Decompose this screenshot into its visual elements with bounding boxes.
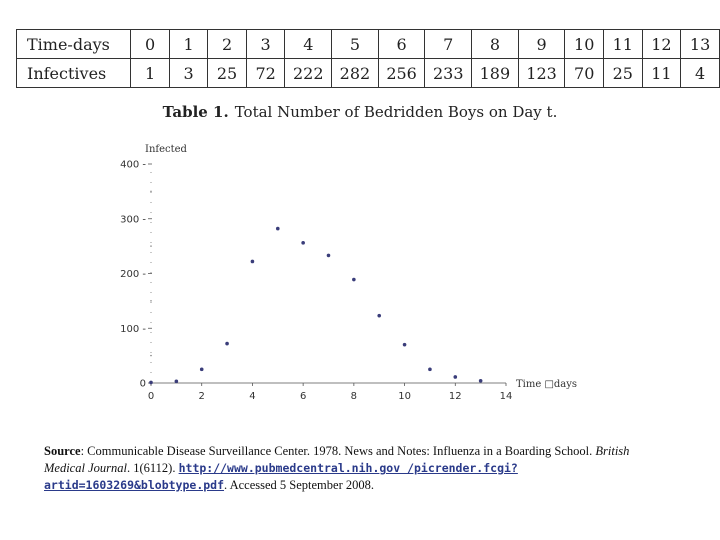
data-point bbox=[327, 254, 331, 258]
table-cell: 5 bbox=[332, 30, 379, 59]
caption-text: Total Number of Bedridden Boys on Day t. bbox=[234, 103, 558, 121]
table-row-infectives bbox=[17, 59, 720, 88]
source-text-2: . 1(6112). bbox=[126, 461, 179, 475]
table-cell: 2 bbox=[208, 30, 247, 59]
y-tick-label: 100 - bbox=[120, 323, 146, 335]
table-cell: 3 bbox=[246, 30, 285, 59]
data-point bbox=[149, 381, 153, 385]
data-point bbox=[225, 342, 229, 346]
y-tick-label: 0 bbox=[139, 378, 146, 390]
table-cell: 189 bbox=[472, 59, 519, 88]
table-cell: 11 bbox=[604, 30, 643, 59]
table-cell: 222 bbox=[285, 59, 332, 88]
scatter-chart bbox=[120, 140, 600, 410]
y-minor-tick bbox=[150, 191, 151, 192]
y-minor-tick bbox=[150, 245, 151, 246]
table-cell: 25 bbox=[604, 59, 643, 88]
table-cell: 233 bbox=[425, 59, 472, 88]
data-point bbox=[276, 227, 280, 231]
source-link[interactable]: http://www.pubmedcentral.nih.gov /picrender.fcgi?artid=1603269&blobtype.pdf bbox=[44, 461, 518, 492]
data-table bbox=[16, 29, 720, 88]
data-point bbox=[403, 343, 407, 347]
row-header-infectives: Infectives bbox=[17, 59, 131, 88]
x-tick-label: 8 bbox=[350, 391, 358, 402]
journal-name: British Medical Journal bbox=[44, 444, 630, 475]
table-cell: 6 bbox=[378, 30, 425, 59]
table-cell: 11 bbox=[642, 59, 681, 88]
y-axis-label: Infected bbox=[145, 144, 187, 155]
source-label: Source bbox=[44, 444, 81, 458]
table-cell: 0 bbox=[131, 30, 169, 59]
table-cell: 123 bbox=[518, 59, 565, 88]
table-cell: 13 bbox=[681, 30, 720, 59]
source-text-3: . Accessed 5 September 2008. bbox=[224, 478, 374, 492]
table-cell: 4 bbox=[681, 59, 720, 88]
table-cell: 8 bbox=[472, 30, 519, 59]
x-tick-label: 4 bbox=[249, 391, 256, 402]
chart-axes bbox=[120, 144, 577, 402]
table-cell: 12 bbox=[642, 30, 681, 59]
data-point bbox=[377, 314, 381, 318]
x-tick-label: 10 bbox=[398, 391, 411, 402]
row-header-time-days: Time-days bbox=[17, 30, 131, 59]
x-tick-label: 12 bbox=[448, 391, 462, 402]
x-axis-label: Time □days bbox=[516, 379, 578, 390]
data-point bbox=[251, 260, 255, 264]
table-cell: 9 bbox=[518, 30, 565, 59]
source-text-1: : Communicable Disease Surveillance Center. 1978. News and Notes: Influenza in a Boarding School. bbox=[80, 444, 596, 458]
caption-label: Table 1. bbox=[162, 103, 229, 121]
y-tick-label: 400 - bbox=[120, 159, 146, 171]
table-caption bbox=[0, 103, 720, 121]
y-minor-tick bbox=[150, 300, 151, 301]
table-cell: 4 bbox=[285, 30, 332, 59]
x-tick-label: 0 bbox=[147, 391, 155, 402]
y-minor-tick bbox=[150, 355, 151, 356]
table-cell: 256 bbox=[378, 59, 425, 88]
data-point bbox=[200, 368, 204, 372]
x-tick-label: 14 bbox=[499, 391, 513, 402]
table-cell: 282 bbox=[332, 59, 379, 88]
y-tick-label: 300 - bbox=[120, 214, 146, 226]
data-point bbox=[301, 241, 305, 245]
table-cell: 7 bbox=[425, 30, 472, 59]
source-citation bbox=[44, 443, 644, 494]
x-tick-label: 2 bbox=[198, 391, 205, 402]
data-point bbox=[453, 375, 457, 379]
table-cell: 3 bbox=[169, 59, 207, 88]
table-row-days bbox=[17, 30, 720, 59]
y-tick-label: 200 - bbox=[120, 269, 146, 280]
table-cell: 70 bbox=[565, 59, 604, 88]
data-point bbox=[479, 379, 483, 383]
table-cell: 10 bbox=[565, 30, 604, 59]
x-tick-label: 6 bbox=[299, 391, 307, 402]
data-point bbox=[352, 278, 356, 282]
table-cell: 1 bbox=[131, 59, 169, 88]
table-cell: 72 bbox=[246, 59, 285, 88]
table-cell: 25 bbox=[208, 59, 247, 88]
table-cell: 1 bbox=[169, 30, 207, 59]
chart-points bbox=[149, 227, 482, 384]
data-point bbox=[428, 368, 432, 372]
data-point bbox=[175, 380, 179, 384]
